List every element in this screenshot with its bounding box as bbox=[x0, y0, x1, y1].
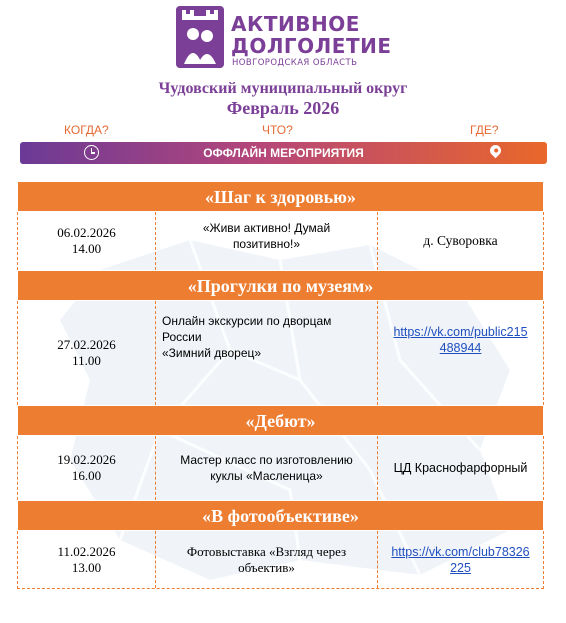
event-description-line: «Зимний дворец» bbox=[162, 346, 262, 360]
event-time: 13.00 bbox=[71, 559, 102, 575]
event-description bbox=[155, 531, 378, 588]
event-location-line[interactable]: 225 bbox=[450, 560, 471, 575]
column-where-label: ГДЕ? bbox=[470, 123, 499, 137]
event-description bbox=[155, 212, 378, 270]
event-description-line: куклы «Масленица» bbox=[210, 469, 323, 483]
event-date: 19.02.2026 bbox=[57, 452, 116, 467]
event-description-line: позитивно!» bbox=[232, 237, 301, 251]
event-date: 27.02.2026 bbox=[57, 337, 116, 352]
month-title: Февраль 2026 bbox=[226, 98, 340, 118]
event-description-line: Фотовыставка «Взгляд через bbox=[186, 543, 347, 559]
logo-title-line2: ДОЛГОЛЕТИЕ bbox=[231, 34, 392, 58]
event-datetime bbox=[18, 212, 155, 270]
event-date: 06.02.2026 bbox=[57, 225, 116, 240]
event-row bbox=[17, 531, 544, 589]
event-time: 16.00 bbox=[71, 468, 102, 483]
event-location-line[interactable]: https://vk.com/public215 bbox=[393, 325, 528, 339]
event-row bbox=[17, 301, 544, 405]
event-location-line: ЦД Краснофарфорный bbox=[393, 461, 528, 475]
event-description bbox=[155, 301, 378, 405]
event-time: 11.00 bbox=[72, 353, 101, 368]
event-location-line[interactable]: https://vk.com/club78326 bbox=[391, 544, 530, 559]
event-description-line: Онлайн экскурсии по дворцам bbox=[162, 314, 332, 328]
event-description-line: объектив» bbox=[238, 559, 295, 575]
events-schedule bbox=[17, 181, 544, 589]
event-date: 11.02.2026 bbox=[57, 543, 116, 559]
event-time: 14.00 bbox=[71, 241, 102, 256]
event-location-line: д. Суворовка bbox=[423, 233, 498, 248]
offline-events-title: ОФФЛАЙН МЕРОПРИЯТИЯ bbox=[203, 146, 364, 160]
section-header: «Шаг к здоровью» bbox=[17, 181, 544, 212]
event-description-line: Мастер класс по изготовлению bbox=[180, 453, 353, 467]
event-description-line: «Живи активно! Думай bbox=[202, 221, 331, 235]
event-location bbox=[378, 212, 543, 270]
event-location-line[interactable]: 488944 bbox=[439, 341, 482, 355]
event-row bbox=[17, 436, 544, 500]
column-what-label: ЧТО? bbox=[262, 123, 293, 137]
event-datetime bbox=[18, 301, 155, 405]
event-datetime bbox=[18, 436, 155, 500]
district-title: Чудовский муниципальный округ bbox=[158, 80, 408, 97]
kremlin-elders-icon bbox=[176, 6, 224, 68]
offline-events-band bbox=[20, 142, 547, 164]
section-header: «Прогулки по музеям» bbox=[17, 270, 544, 301]
section-header: «Дебют» bbox=[17, 405, 544, 436]
event-description bbox=[155, 436, 378, 500]
column-when-label: КОГДА? bbox=[64, 123, 109, 137]
event-datetime bbox=[18, 531, 155, 588]
logo-subtitle: НОВГОРОДСКАЯ ОБЛАСТЬ bbox=[232, 58, 358, 68]
event-row bbox=[17, 212, 544, 270]
event-location-link[interactable] bbox=[378, 531, 543, 588]
event-description-line: России bbox=[162, 330, 202, 344]
logo bbox=[176, 6, 392, 72]
event-location-link[interactable] bbox=[378, 301, 543, 405]
logo-title-line1: АКТИВНОЕ bbox=[231, 12, 360, 36]
section-header: «В фотообъективе» bbox=[17, 500, 544, 531]
event-location bbox=[378, 436, 543, 500]
